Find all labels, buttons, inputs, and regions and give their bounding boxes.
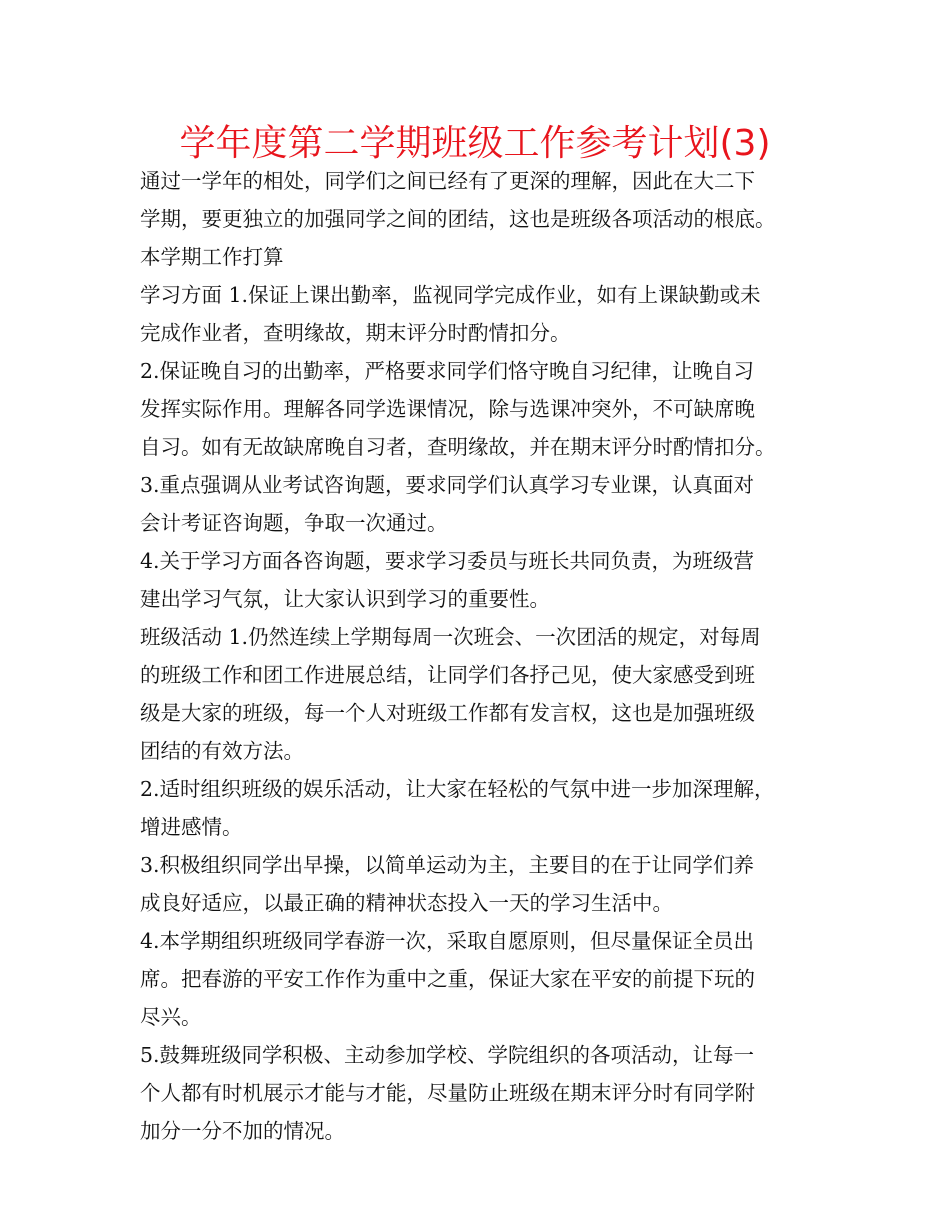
- body-line: 个人都有时机展示才能与才能，尽量防止班级在期末评分时有同学附: [140, 1081, 755, 1105]
- body-line: 成良好适应，以最正确的精神状态投入一天的学习生活中。: [140, 891, 673, 915]
- body-line: 学习方面 1.保证上课出勤率，监视同学完成作业，如有上课缺勤或未: [140, 283, 761, 307]
- body-line: 5.鼓舞班级同学积极、主动参加学校、学院组织的各项活动，让每一: [140, 1043, 755, 1067]
- body-line: 席。把春游的平安工作作为重中之重，保证大家在平安的前提下玩的: [140, 967, 755, 991]
- body-line: 3.重点强调从业考试咨询题，要求同学们认真学习专业课，认真面对: [140, 473, 755, 497]
- body-line: 增进感情。: [140, 815, 243, 839]
- body-line: 完成作业者，查明缘故，期末评分时酌情扣分。: [140, 321, 571, 345]
- body-line: 班级活动 1.仍然连续上学期每周一次班会、一次团活的规定，对每周: [140, 625, 761, 649]
- body-line: 4.关于学习方面各咨询题，要求学习委员与班长共同负责，为班级营: [140, 549, 755, 573]
- section-heading: 本学期工作打算: [140, 245, 284, 269]
- body-line: 团结的有效方法。: [140, 739, 304, 763]
- body-line: 2.适时组织班级的娱乐活动，让大家在轻松的气氛中进一步加深理解，: [140, 777, 775, 801]
- body-line: 2.保证晚自习的出勤率，严格要求同学们恪守晚自习纪律，让晚自习: [140, 359, 755, 383]
- body-line: 发挥实际作用。理解各同学选课情况，除与选课冲突外，不可缺席晚: [140, 397, 755, 421]
- body-line: 尽兴。: [140, 1005, 202, 1029]
- body-line: 4.本学期组织班级同学春游一次，采取自愿原则，但尽量保证全员出: [140, 929, 755, 953]
- body-line: 通过一学年的相处，同学们之间已经有了更深的理解，因此在大二下: [140, 169, 755, 193]
- body-line: 的班级工作和团工作进展总结，让同学们各抒己见，使大家感受到班: [140, 663, 755, 687]
- body-line: 3.积极组织同学出早操，以简单运动为主，主要目的在于让同学们养: [140, 853, 755, 877]
- body-line: 会计考证咨询题，争取一次通过。: [140, 511, 448, 535]
- body-line: 加分一分不加的情况。: [140, 1119, 345, 1143]
- body-line: 级是大家的班级，每一个人对班级工作都有发言权，这也是加强班级: [140, 701, 755, 725]
- body-line: 建出学习气氛，让大家认识到学习的重要性。: [140, 587, 550, 611]
- document-title: 学年度第二学期班级工作参考计划(3): [179, 123, 771, 164]
- document-body: [140, 162, 830, 1150]
- body-line: 自习。如有无故缺席晚自习者，查明缘故，并在期末评分时酌情扣分。: [140, 435, 776, 459]
- body-line: 学期，要更独立的加强同学之间的团结，这也是班级各项活动的根底。: [140, 207, 776, 231]
